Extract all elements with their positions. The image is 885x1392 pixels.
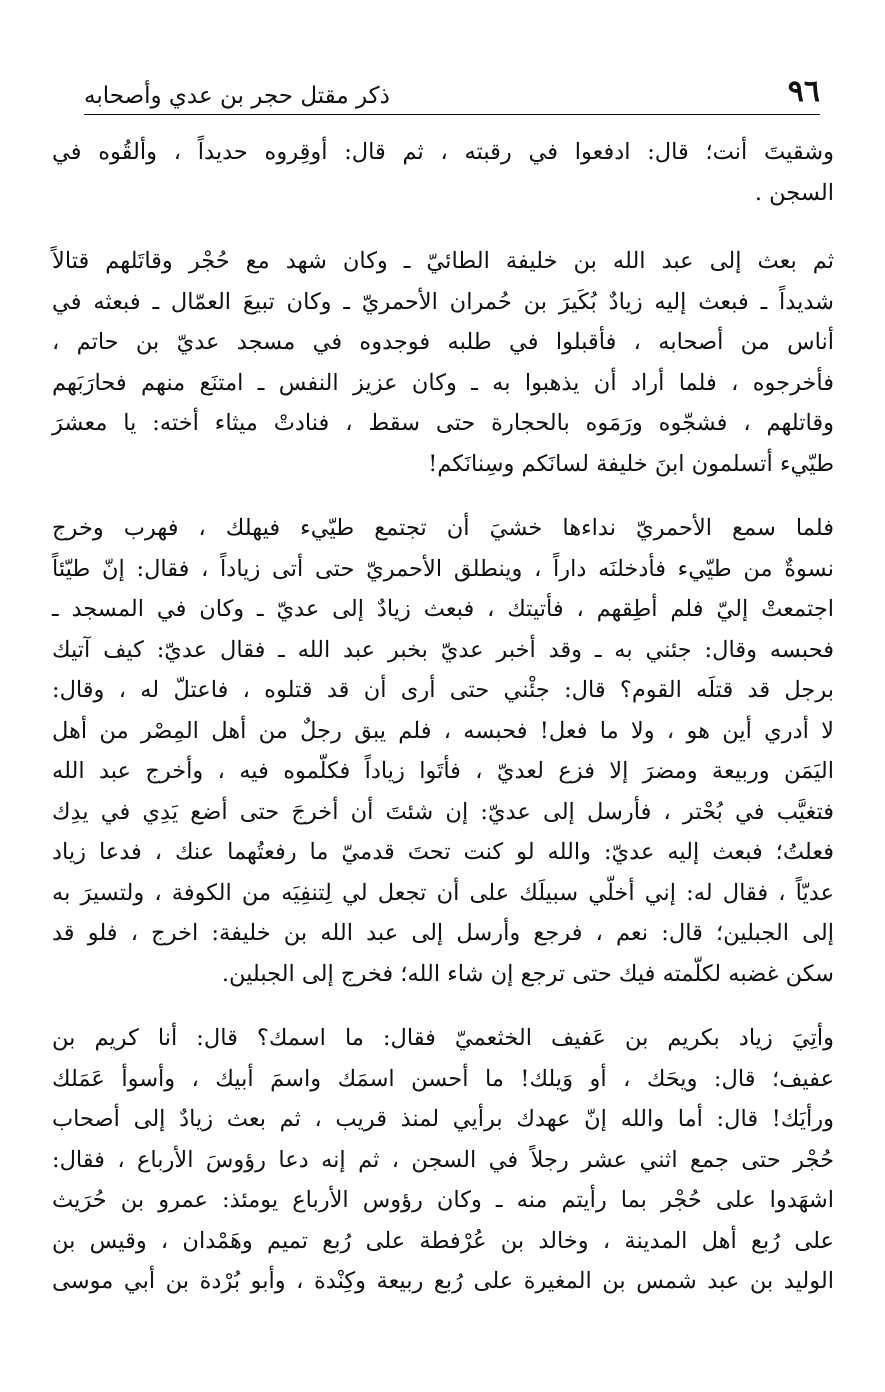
text-line: فتغيَّب في بُحْتر ، فأرسل إلى عديّ: إن شئتَ أن أخرجَ حتى أضع يَدِي في يدِك <box>52 798 834 825</box>
text-line: اشهَدوا على حُجْر بما رأيتم منه ـ وكان رؤوس الأرباع يومئذ: عمرو بن حُرَيث <box>52 1187 834 1213</box>
text-line: شديداً ـ فبعث إليه زيادٌ بُكَيرَ بن حُمران الأحمريّ ـ وكان تبيعَ العمّال ـ فبعثه في <box>52 288 834 315</box>
text-line: ثم بعث إلى عبد الله بن خليفة الطائيّ ـ وكان شهد مع حُجْر وقاتَلهم قتالاً <box>52 248 834 274</box>
body-text <box>52 132 834 1326</box>
text-line: اليَمَن وربيعة ومضرَ إلا فزع لعديّ ، فأتَوا زياداً فكلّموه فيه ، وأخرج عبد الله <box>52 758 834 784</box>
text-line: فأخرجوه ، فلما أراد أن يذهبوا به ـ وكان عزيز النفس ـ امتنَع منهم فحارَبَهم <box>52 369 834 396</box>
text-line: ورأيَك! قال: أما والله إنّ عهدك برأيي لمنذ قريب ، ثم بعث زيادٌ إلى أصحاب <box>52 1106 834 1132</box>
text-line: أناس من أصحابه ، فأقبلوا في طلبه فوجدوه في مسجد عديّ بن حاتم ، <box>52 329 834 355</box>
text-line: لا أدري أين هو ، ولا ما فعل! فحبسه ، فلم يبق رجلٌ من أهل المِصْر من أهل <box>52 717 834 744</box>
page-number: ٩٦ <box>787 74 820 109</box>
text-line: عفيف؛ قال: ويحَك ، أو وَيلك! ما أحسن اسمَك واسمَ أبيك ، وأسوأ عَمَلك <box>52 1065 834 1092</box>
text-line: وقاتلهم ، فشجّوه ورَمَوه بالحجارة حتى سقط ، فنادتْ ميثاء أخته: يا معشرَ <box>52 410 834 436</box>
text-line: عديّاً ، فقال له: إني أخلّي سبيلَك على أن تجعل لي لِتنفِيَه من الكوفة ، ولتسيرَ به <box>52 879 834 906</box>
paragraph-1 <box>52 132 834 213</box>
text-line: فلما سمع الأحمريّ نداءها خشيَ أن تجتمع طيّيء فيهلك ، فهرب وخرج <box>52 515 834 541</box>
text-line: طيّيء أتسلمون ابنَ خليفة لسانَكم وسِنانَكم! <box>428 450 834 477</box>
text-line: اجتمعتْ إليّ فلم أطِقهم ، فأتيتك ، فبعث زيادٌ إلى عديّ ـ وكان في المسجد ـ <box>52 596 834 622</box>
text-line: حُجْر حتى جمع اثني عشر رجلاً في السجن ، ثم إنه دعا رؤوسَ الأرباع ، فقال: <box>52 1146 834 1173</box>
text-line: إلى الجبلين؛ قال: نعم ، فرجع وأرسل إلى عبد الله بن خليفة: اخرج ، فلو قد <box>52 920 834 946</box>
running-title: ذكر مقتل حجر بن عدي وأصحابه <box>84 83 390 109</box>
text-line: على رُبع أهل المدينة ، وخالد بن عُرْفطة على رُبع تميم وهَمْدان ، وقيس بن <box>52 1227 834 1254</box>
text-line: وأتِيَ زياد بكريم بن عَفيف الخثعميّ فقال: ما اسمك؟ قال: أنا كريم بن <box>52 1025 834 1051</box>
text-line: السجن . <box>754 179 834 206</box>
paragraph-2 <box>52 241 834 484</box>
text-line: برجل قد قتلَه القوم؟ قال: جئْني حتى أرى أن قد قتلوه ، فاعتلّ له ، وقال: <box>52 677 834 703</box>
paragraph-4 <box>52 1018 834 1302</box>
text-line: الوليد بن عبد شمس بن المغيرة على رُبع ربيعة وكِنْدة ، وأبو بُرْدة بن أبي موسى <box>52 1268 834 1294</box>
text-line: فحبسه وقال: جئني به ـ وقد أخبر عديّ بخبر عبد الله ـ فقال عديّ: كيف آتيك <box>52 636 834 663</box>
text-line: سكن غضبه لكلّمته فيك حتى ترجع إن شاء الله؛ فخرج إلى الجبلين. <box>221 960 834 987</box>
page-header <box>84 74 820 115</box>
paragraph-3 <box>52 508 834 994</box>
text-line: نسوةٌ من طيّيء فأدخلنَه داراً ، وينطلق الأحمريّ حتى أتى زياداً ، فقال: إنّ طيّئاً <box>52 555 834 582</box>
text-line: فعلتُ؛ فبعث إليه عديّ: والله لو كنت تحتَ قدميّ ما رفعتُهما عنك ، فدعا زياد <box>52 839 834 865</box>
text-line: وشقيتَ أنت؛ قال: ادفعوا في رقبته ، ثم قال: أوقِروه حديداً ، وألقُوه في <box>52 139 834 165</box>
